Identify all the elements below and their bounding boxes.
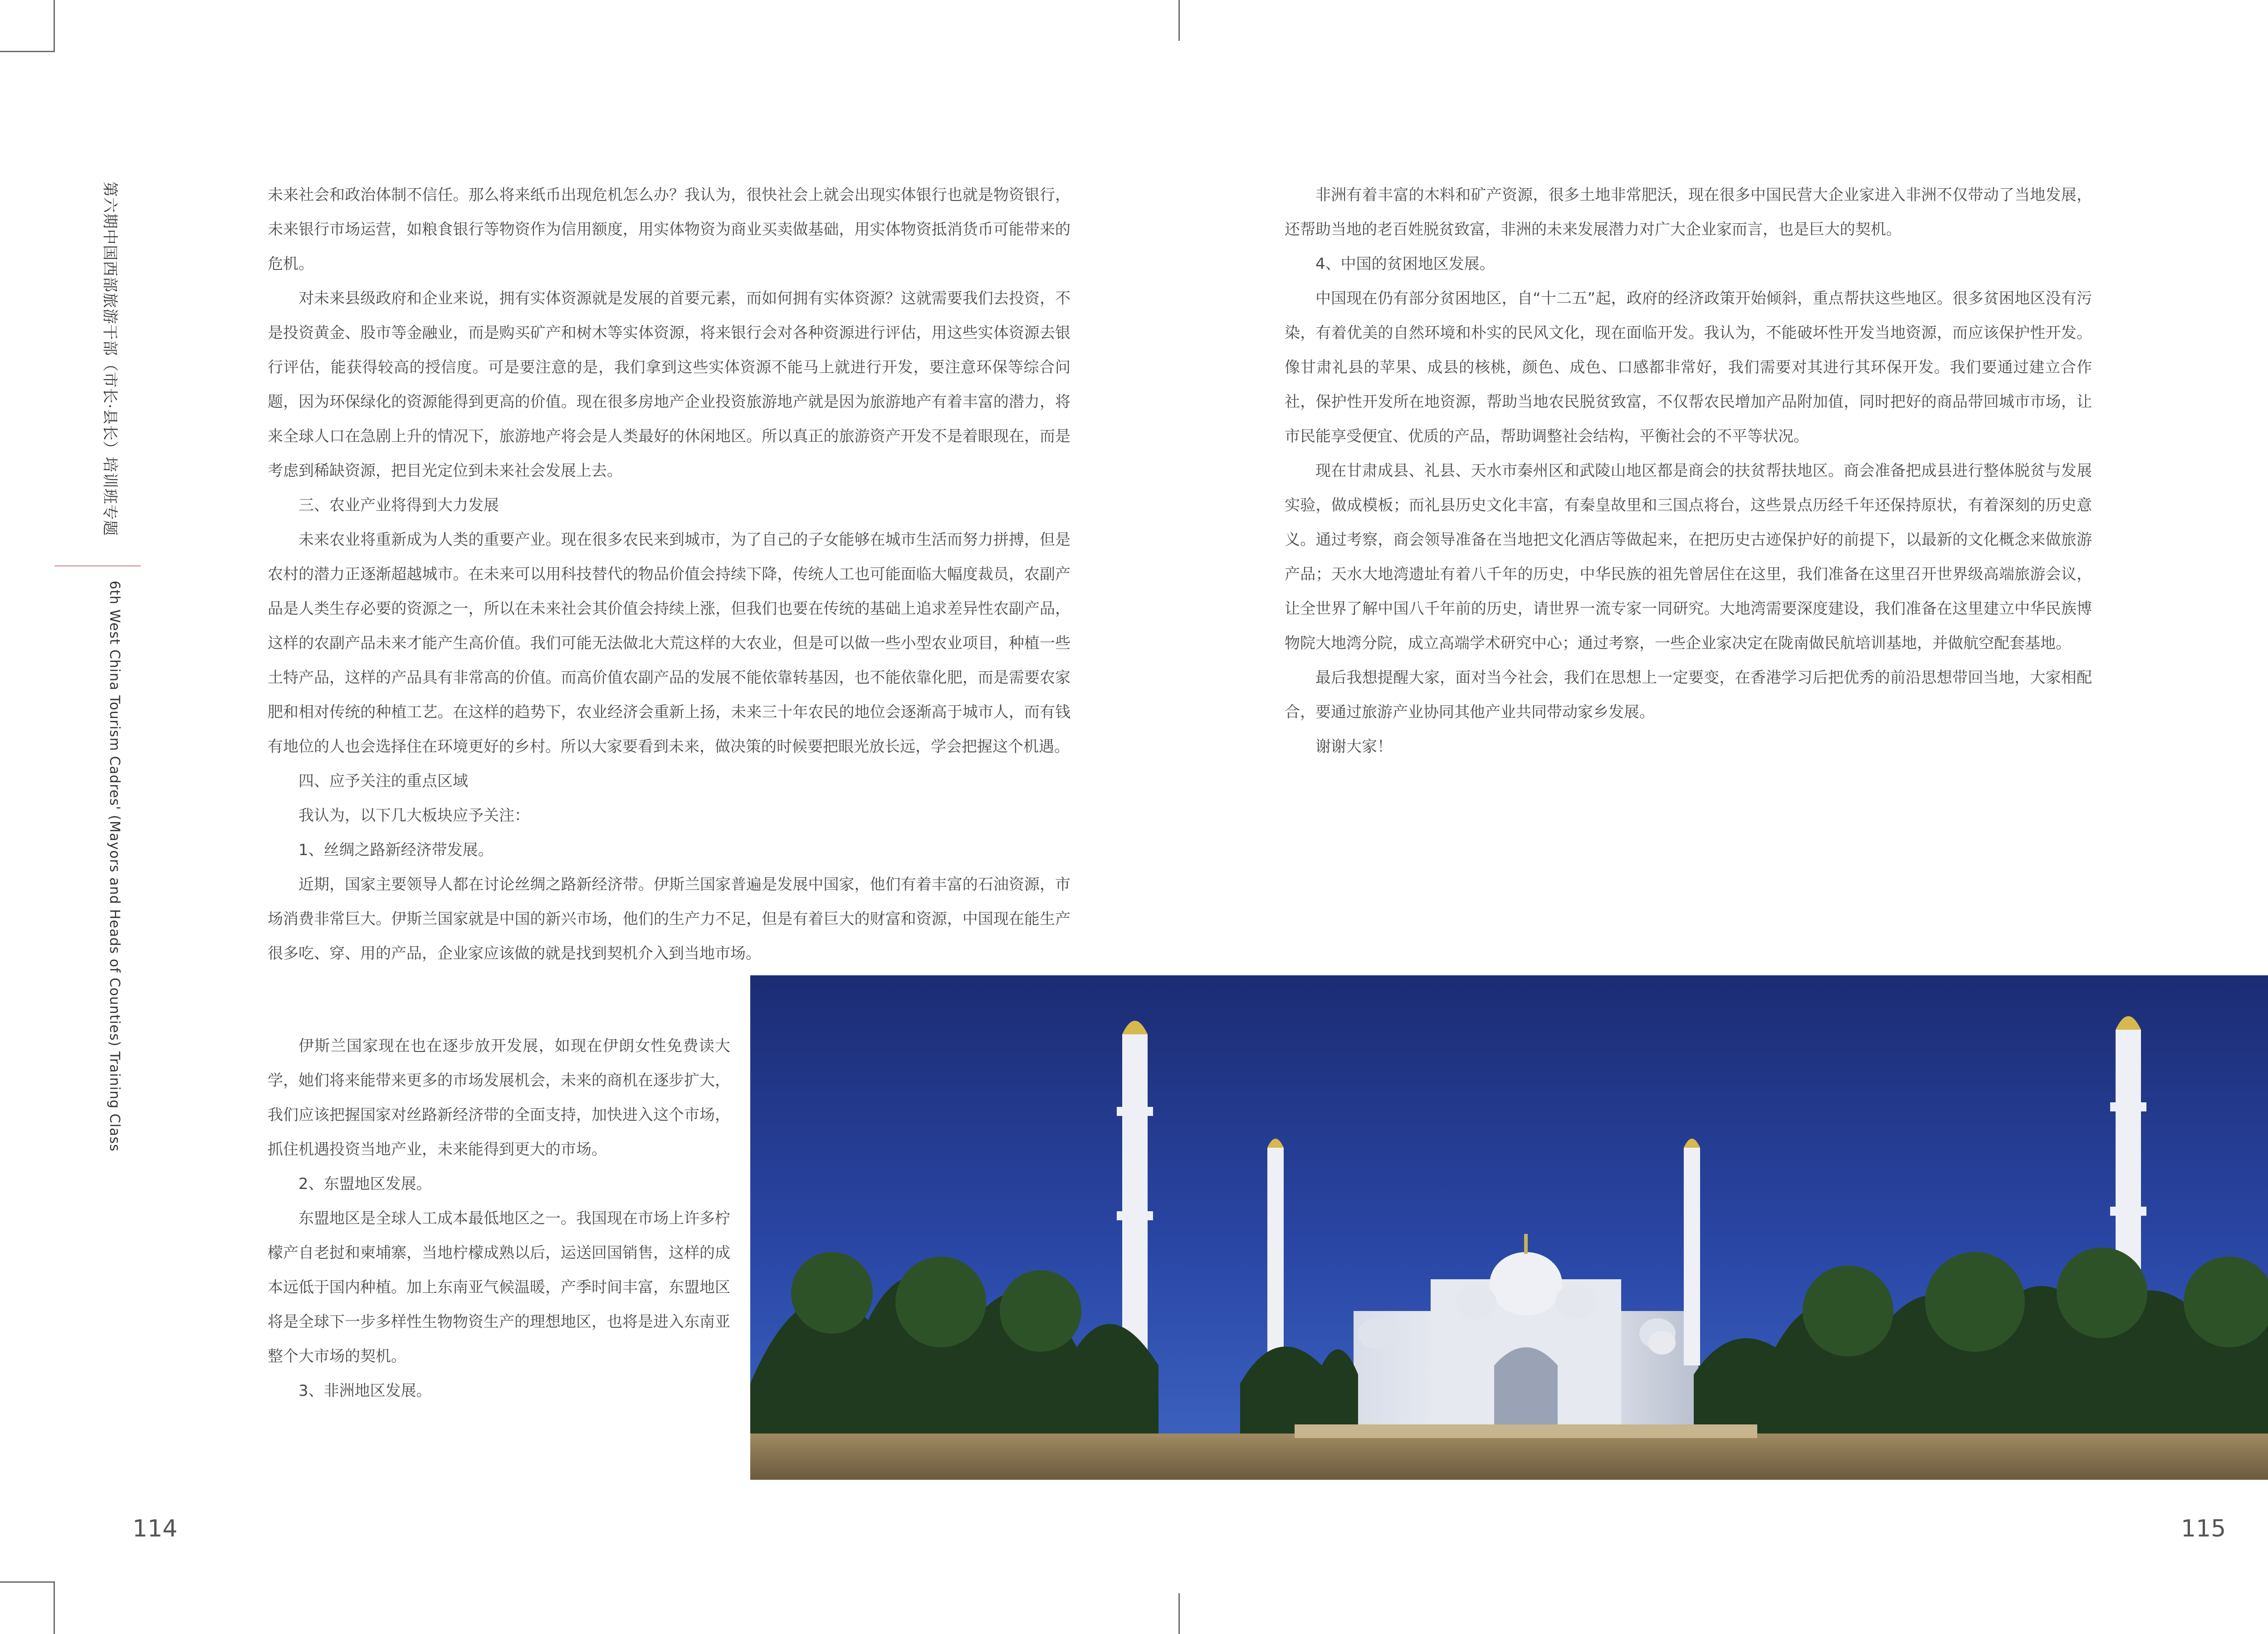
crop-mark bbox=[54, 1581, 55, 1634]
paragraph: 非洲有着丰富的木料和矿产资源，很多土地非常肥沃，现在很多中国民营大企业家进入非洲不仅带动了当地发展，还帮助当地的老百姓脱贫致富，非洲的未来发展潜力对广大企业家而言，也是巨大的契机。 bbox=[1285, 186, 2092, 239]
subsection-heading: 4、中国的贫困地区发展。 bbox=[1315, 255, 1495, 273]
crop-mark bbox=[0, 51, 54, 52]
paragraph: 未来农业将重新成为人类的重要产业。现在很多农民来到城市，为了自己的子女能够在城市生活而努力拼搏，但是农村的潜力正逐渐超越城市。在未来可以用科技替代的物品价值会持续下降，传统人工也可能面临大幅度裁员，农副产品是人类生存必要的资源之一，所以在未来社会其价值会持续上涨，但我们也要在传统的基础上追求差异性农副产品，这样的农副产品未来才能产生高价值。我们可能无法做北大荒这样的大农业，但是可以做一些小型农业项目，种植一些土特产品，这样的产品具有非常高的价值。而高价值农副产品的发展不能依靠转基因，也不能依靠化肥，而是需要农家肥和相对传统的种植工艺。在这样的趋势下，农业经济会重新上扬，未来三十年农民的地位会逐渐高于城市人，而有钱有地位的人也会选择住在环境更好的乡村。所以大家要看到未来，做决策的时候要把眼光放长远，学会把握这个机遇。 bbox=[268, 531, 1070, 756]
paragraph: 最后我想提醒大家，面对当今社会，我们在思想上一定要变，在香港学习后把优秀的前沿思想带回当地，大家相配合，要通过旅游产业协同其他产业共同带动家乡发展。 bbox=[1285, 669, 2092, 721]
subsection-heading: 3、非洲地区发展。 bbox=[298, 1382, 432, 1400]
section-heading: 四、应予关注的重点区域 bbox=[298, 772, 468, 790]
crop-mark bbox=[54, 0, 55, 52]
paragraph: 近期，国家主要领导人都在讨论丝绸之路新经济带。伊斯兰国家普遍是发展中国家，他们有着丰富的石油资源，市场消费非常巨大。伊斯兰国家就是中国的新兴市场，他们的生产力不足，但是有着巨大的财富和资源，中国现在能生产很多吃、穿、用的产品，企业家应该做的就是找到契机介入到当地市场。 bbox=[268, 876, 1070, 963]
side-divider bbox=[54, 565, 141, 567]
section-heading: 三、农业产业将得到大力发展 bbox=[298, 496, 499, 514]
right-page-body bbox=[1285, 178, 2092, 764]
mosque-photo bbox=[750, 975, 2268, 1480]
side-running-title bbox=[91, 181, 127, 1161]
crop-mark bbox=[1178, 0, 1180, 41]
subsection-heading: 1、丝绸之路新经济带发展。 bbox=[298, 841, 494, 859]
side-title-chinese: 第六期中国西部旅游干部（市长·县长）培训班专题 bbox=[101, 181, 119, 536]
side-title-english: 6th West China Tourism Cadres' (Mayors and Heads of Counties) Training Class bbox=[107, 581, 122, 1152]
page-number-left: 114 bbox=[132, 1515, 178, 1542]
subsection-heading: 2、东盟地区发展。 bbox=[298, 1175, 432, 1193]
paragraph: 东盟地区是全球人工成本最低地区之一。我国现在市场上许多柠檬产自老挝和柬埔寨，当地柠檬成熟以后，运送回国销售，这样的成本远低于国内种植。加上东南亚气候温暖，产季时间丰富，东盟地区将是全球下一步多样性生物物资生产的理想地区，也将是进入东南亚整个大市场的契机。 bbox=[268, 1209, 730, 1365]
paragraph: 对未来县级政府和企业来说，拥有实体资源就是发展的首要元素，而如何拥有实体资源？这就需要我们去投资，不是投资黄金、股市等金融业，而是购买矿产和树木等实体资源，将来银行会对各种资源进行评估，用这些实体资源去银行评估，能获得较高的授信度。可是要注意的是，我们拿到这些实体资源不能马上就进行开发，要注意环保等综合问题，因为环保绿化的资源能得到更高的价值。现在很多房地产企业投资旅游地产就是因为旅游地产有着丰富的潜力，将来全球人口在急剧上升的情况下，旅游地产将会是人类最好的休闲地区。所以真正的旅游资产开发不是着眼现在，而是考虑到稀缺资源，把目光定位到未来社会发展上去。 bbox=[268, 289, 1070, 480]
crop-mark bbox=[1178, 1593, 1180, 1634]
crop-mark bbox=[0, 1581, 54, 1583]
left-page-body-narrow bbox=[268, 1029, 730, 1408]
paragraph: 谢谢大家！ bbox=[1315, 738, 1393, 756]
paragraph: 我认为，以下几大板块应予关注： bbox=[298, 807, 530, 825]
paragraph: 未来社会和政治体制不信任。那么将来纸币出现危机怎么办？我认为，很快社会上就会出现实体银行也就是物资银行，未来银行市场运营，如粮食银行等物资作为信用额度，用实体物资为商业买卖做基础，用实体物资抵消货币可能带来的危机。 bbox=[268, 186, 1070, 273]
page-number-right: 115 bbox=[2181, 1515, 2226, 1542]
paragraph: 中国现在仍有部分贫困地区，自“十二五”起，政府的经济政策开始倾斜，重点帮扶这些地区。很多贫困地区没有污染，有着优美的自然环境和朴实的民风文化，现在面临开发。我认为，不能破坏性开发当地资源，而应该保护性开发。像甘肃礼县的苹果、成县的核桃，颜色、成色、口感都非常好，我们需要对其进行其环保开发。我们要通过建立合作社，保护性开发所在地资源，帮助当地农民脱贫致富，不仅帮农民增加产品附加值，同时把好的商品带回城市市场，让市民能享受便宜、优质的产品，帮助调整社会结构，平衡社会的不平等状况。 bbox=[1285, 289, 2092, 445]
paragraph: 现在甘肃成县、礼县、天水市秦州区和武陵山地区都是商会的扶贫帮扶地区。商会准备把成县进行整体脱贫与发展实验，做成模板；而礼县历史文化丰富，有秦皇故里和三国点将台，这些景点历经千年还保持原状，有着深刻的历史意义。通过考察，商会领导准备在当地把文化酒店等做起来，在把历史古迹保护好的前提下，以最新的文化概念来做旅游产品；天水大地湾遗址有着八千年的历史，中华民族的祖先曾居住在这里，我们准备在这里召开世界级高端旅游会议，让全世界了解中国八千年前的历史，请世界一流专家一同研究。大地湾需要深度建设，我们准备在这里建立中华民族博物院大地湾分院，成立高端学术研究中心；通过考察，一些企业家决定在陇南做民航培训基地，并做航空配套基地。 bbox=[1285, 462, 2092, 652]
left-page-body bbox=[268, 178, 1070, 971]
paragraph: 伊斯兰国家现在也在逐步放开发展，如现在伊朗女性免费读大学，她们将来能带来更多的市场发展机会，未来的商机在逐步扩大，我们应该把握国家对丝路新经济带的全面支持，加快进入这个市场，抓住机遇投资当地产业，未来能得到更大的市场。 bbox=[268, 1037, 730, 1159]
